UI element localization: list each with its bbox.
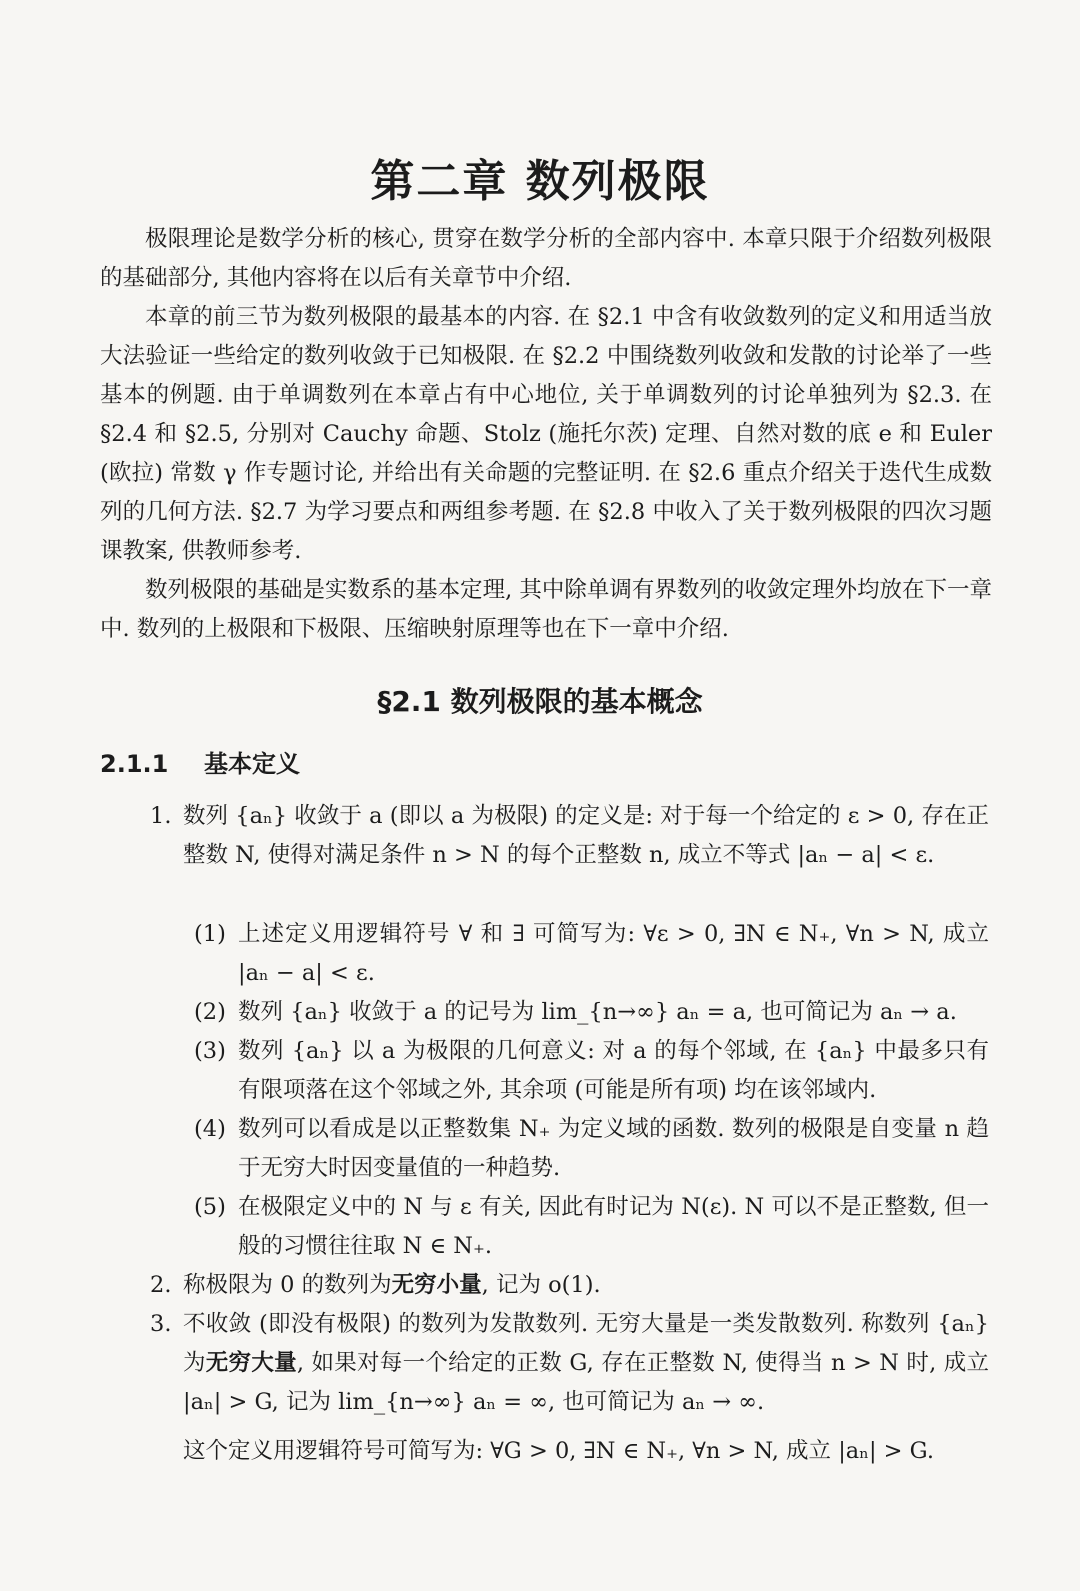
subitem-text: 在极限定义中的 N 与 ε 有关, 因此有时记为 N(ε). N 可以不是正整数, 但一般的习惯往往取 N ∈ N₊. [238, 1194, 989, 1259]
definition-item-1 [150, 797, 989, 875]
subitem-label: (3) [194, 1038, 226, 1064]
item-label: 2. [150, 1272, 172, 1298]
subitem-label: (4) [194, 1116, 226, 1142]
definition-subitem-3 [194, 1032, 989, 1110]
definition-subitem-1 [194, 915, 989, 993]
subitem-text: 上述定义用逻辑符号 ∀ 和 ∃ 可简写为: ∀ε > 0, ∃N ∈ N₊, ∀n > N, 成立 |aₙ − a| < ε. [238, 921, 989, 986]
definition-item-3 [150, 1305, 989, 1422]
item-text-after: , 如果对每一个给定的正数 G, 存在正整数 N, 使得当 n > N 时, 成立 |aₙ| > G, 记为 lim_{n→∞} aₙ = ∞, 也可简记为 aₙ → ∞. [183, 1350, 989, 1415]
intro-section [100, 220, 992, 649]
definition-item-2 [150, 1266, 989, 1305]
subitem-text: 数列 {aₙ} 收敛于 a 的记号为 lim_{n→∞} aₙ = a, 也可简记为 aₙ → a. [238, 999, 957, 1025]
definition-subitem-4 [194, 1110, 989, 1188]
intro-paragraph-1: 极限理论是数学分析的核心, 贯穿在数学分析的全部内容中. 本章只限于介绍数列极限的基础部分, 其他内容将在以后有关章节中介绍. [100, 226, 992, 291]
definition-subitem-2 [194, 993, 989, 1032]
subitem-label: (2) [194, 999, 226, 1025]
subsection-number: 2.1.1 [100, 750, 169, 778]
item-label: 3. [150, 1311, 172, 1337]
item-label: 1. [150, 803, 172, 829]
subitem-text: 数列可以看成是以正整数集 N₊ 为定义域的函数. 数列的极限是自变量 n 趋于无穷大时因变量值的一种趋势. [238, 1116, 989, 1181]
subsection-title: 基本定义 [204, 750, 300, 778]
subitem-label: (1) [194, 921, 226, 947]
subitem-label: (5) [194, 1194, 226, 1220]
chapter-title: 第二章 数列极限 [370, 156, 710, 207]
item-text: 这个定义用逻辑符号可简写为: ∀G > 0, ∃N ∈ N₊, ∀n > N, 成立 |aₙ| > G. [183, 1438, 935, 1464]
item-text: 数列 {aₙ} 收敛于 a (即以 a 为极限) 的定义是: 对于每一个给定的 ε > 0, 存在正整数 N, 使得对满足条件 n > N 的每个正整数 n, 成立不等式 |aₙ − a| < ε. [183, 803, 989, 868]
item-text-before: 不收敛 (即没有极限) 的数列为发散数列. 无穷大量是一类发散数列. 称数列 {aₙ} 为 [183, 1311, 989, 1376]
subsection-heading [100, 744, 300, 779]
definition-subitem-5 [194, 1188, 989, 1266]
section-title: §2.1 数列极限的基本概念 [377, 685, 703, 718]
intro-paragraph-2: 本章的前三节为数列极限的最基本的内容. 在 §2.1 中含有收敛数列的定义和用适当放大法验证一些给定的数列收敛于已知极限. 在 §2.2 中围绕数列收敛和发散的讨论举了一些基本的例题. 由于单调数列在本章占有中心地位, 关于单调数列的讨论单独列为 §2.3. 在 §2.4 和 §2.5, 分别对 Cauchy 命题、Stolz (施托尔茨) 定理、自然对数的底 e 和 Euler (欧拉) 常数 γ 作专题讨论, 并给出有关命题的完整证明. 在 §2.6 重点介绍关于迭代生成数列的几何方法. §2.7 为学习要点和两组参考题. 在 §2.8 中收入了关于数列极限的四次习题课教案, 供教师参考. [100, 304, 992, 564]
item-bold-term: 无穷大量 [205, 1350, 297, 1376]
subitem-text: 数列 {aₙ} 以 a 为极限的几何意义: 对 a 的每个邻域, 在 {aₙ} 中最多只有有限项落在这个邻域之外, 其余项 (可能是所有项) 均在该邻域内. [238, 1038, 989, 1103]
intro-paragraph-3: 数列极限的基础是实数系的基本定理, 其中除单调有界数列的收敛定理外均放在下一章中. 数列的上极限和下极限、压缩映射原理等也在下一章中介绍. [100, 577, 992, 642]
item-bold-term: 无穷小量 [391, 1272, 482, 1298]
item-text-before: 称极限为 0 的数列为 [183, 1272, 392, 1298]
logic-notation-line [183, 1432, 989, 1471]
item-text-after: , 记为 o(1). [481, 1272, 601, 1298]
